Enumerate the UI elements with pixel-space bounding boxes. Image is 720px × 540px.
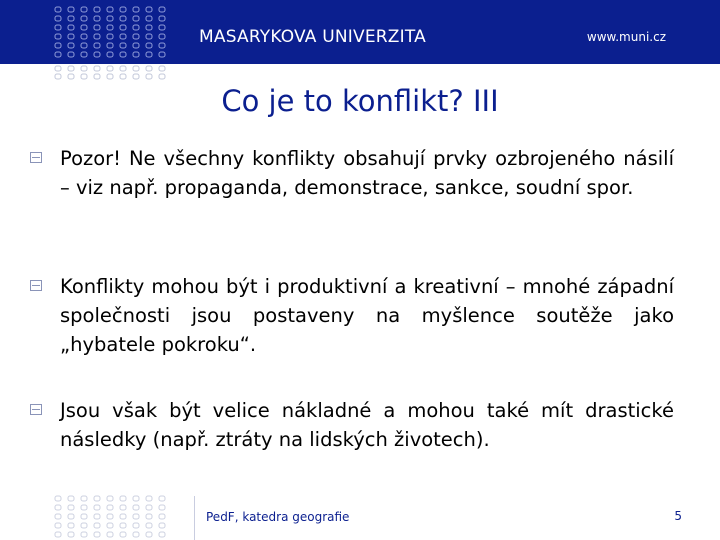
footer-divider <box>194 496 195 540</box>
logo-dot-grid-continuation-icon <box>54 64 172 80</box>
logo-dot-grid-icon <box>54 6 172 68</box>
bullet-text-3: Jsou však být velice nákladné a mohou také mít drastické následky (např. ztráty na lidských životech). <box>60 399 674 451</box>
bullet-text-1: Pozor! Ne všechny konflikty obsahují prvky ozbrojeného násilí – viz např. propaganda, demonstrace, sankce, soudní spor. <box>60 147 674 199</box>
bullet-icon <box>30 404 42 415</box>
website-url: www.muni.cz <box>586 30 666 44</box>
slide-title: Co je to konflikt? III <box>221 84 499 118</box>
bullet-icon <box>30 280 42 291</box>
bullet-text-2: Konflikty mohou být i produktivní a kreativní – mnohé západní společnosti jsou postaveny na myšlence soutěže jako „hybatele pokroku“. <box>60 275 674 356</box>
bullet-icon <box>30 152 42 163</box>
university-name: MASARYKOVA UNIVERZITA <box>199 27 426 47</box>
footer-dot-grid-icon <box>54 494 172 540</box>
footer-text: PedF, katedra geografie <box>206 510 350 524</box>
page-number: 5 <box>674 509 682 523</box>
header-bar <box>0 0 720 64</box>
